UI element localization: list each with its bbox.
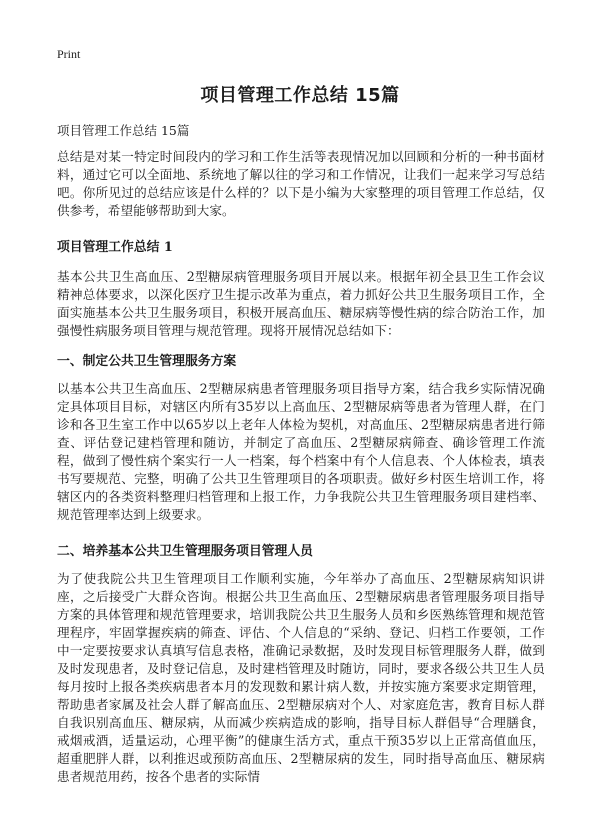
document-title: 项目管理工作总结 15篇 (200, 85, 400, 106)
document-subtitle: 项目管理工作总结 15篇 (57, 123, 190, 138)
heading-part-one: 一、制定公共卫生管理服务方案 (57, 354, 237, 369)
part-one-paragraph: 以基本公共卫生高血压、2型糖尿病患者管理服务项目指导方案，结合我乡实际情况确定具体项目目标，对辖区内所有35岁以上高血压、2型糖尿病等患者为管理人群，在门诊和各卫生室工作中以65岁以上老年人体检为契机，对高血压、2型糖尿病患者进行筛查、评估登记建档管理和随访，并制定了高血压、2型糖尿病筛查、确诊管理工作流程，做到了慢性病个案实行一人一档案，每个档案中有个人信息表、个人体检表，填表书写要规范、完整，明确了公共卫生管理项目的各项职责。做好乡村医生培训工作，将辖区内的各类资料整理归档管理和上报工作，力争我院公共卫生管理服务项目建档率、规范管理率达到上级要求。 (57, 381, 545, 522)
section-1-paragraph: 基本公共卫生高血压、2型糖尿病管理服务项目开展以来。根据年初全县卫生工作会议精神总体要求，以深化医疗卫生提示改革为重点，着力抓好公共卫生服务项目工作，全面实施基本公共卫生服务项目，积极开展高血压、糖尿病等慢性病的综合防治工作，加强慢性病服务项目管理与规范管理。现将开展情况总结如下： (57, 269, 545, 338)
section-heading-1: 项目管理工作总结 1 (57, 240, 173, 255)
print-link[interactable]: Print (57, 47, 81, 61)
intro-paragraph: 总结是对某一特定时间段内的学习和工作生活等表现情况加以回顾和分析的一种书面材料，通过它可以全面地、系统地了解以往的学习和工作情况，让我们一起来学习写总结吧。你所见过的总结应该是什么样的？以下是小编为大家整理的项目管理工作总结，仅供参考，希望能够帮助到大家。 (57, 149, 545, 218)
part-two-paragraph: 为了使我院公共卫生管理项目工作顺利实施，今年举办了高血压、2型糖尿病知识讲座，之后接受广大群众咨询。根据公共卫生高血压、2型糖尿病患者管理服务项目指导方案的具体管理和规范管理要求，培训我院公共卫生服务人员和乡医熟练管理和规范管理程序，牢固掌握疾病的筛查、评估、个人信息的“采纳、登记、归档工作要领，工作中一定要按要求认真填写信息表格，准确记录数据，及时发现目标管理服务人群，做到及时发现患者，及时登记信息，及时建档管理及时随访，同时，要求各级公共卫生人员每月按时上报各类疾病患者本月的发现数和累计病人数，并按实施方案要求定期管理，帮助患者家属及社会人群了解高血压、2型糖尿病对个人、对家庭危害，教育目标人群自我识别高血压、糖尿病，从而减少疾病造成的影响，指导目标人群倡导“合理膳食，戒烟戒酒，适量运动，心理平衡”的健康生活方式，重点干预35岁以上正常高值血压，超重肥胖人群，以利推迟或预防高血压、2型糖尿病的发生，同时指导高血压、糖尿病患者规范用药，按各个患者的实际情 (57, 571, 545, 784)
heading-part-two: 二、培养基本公共卫生管理服务项目管理人员 (57, 544, 313, 559)
